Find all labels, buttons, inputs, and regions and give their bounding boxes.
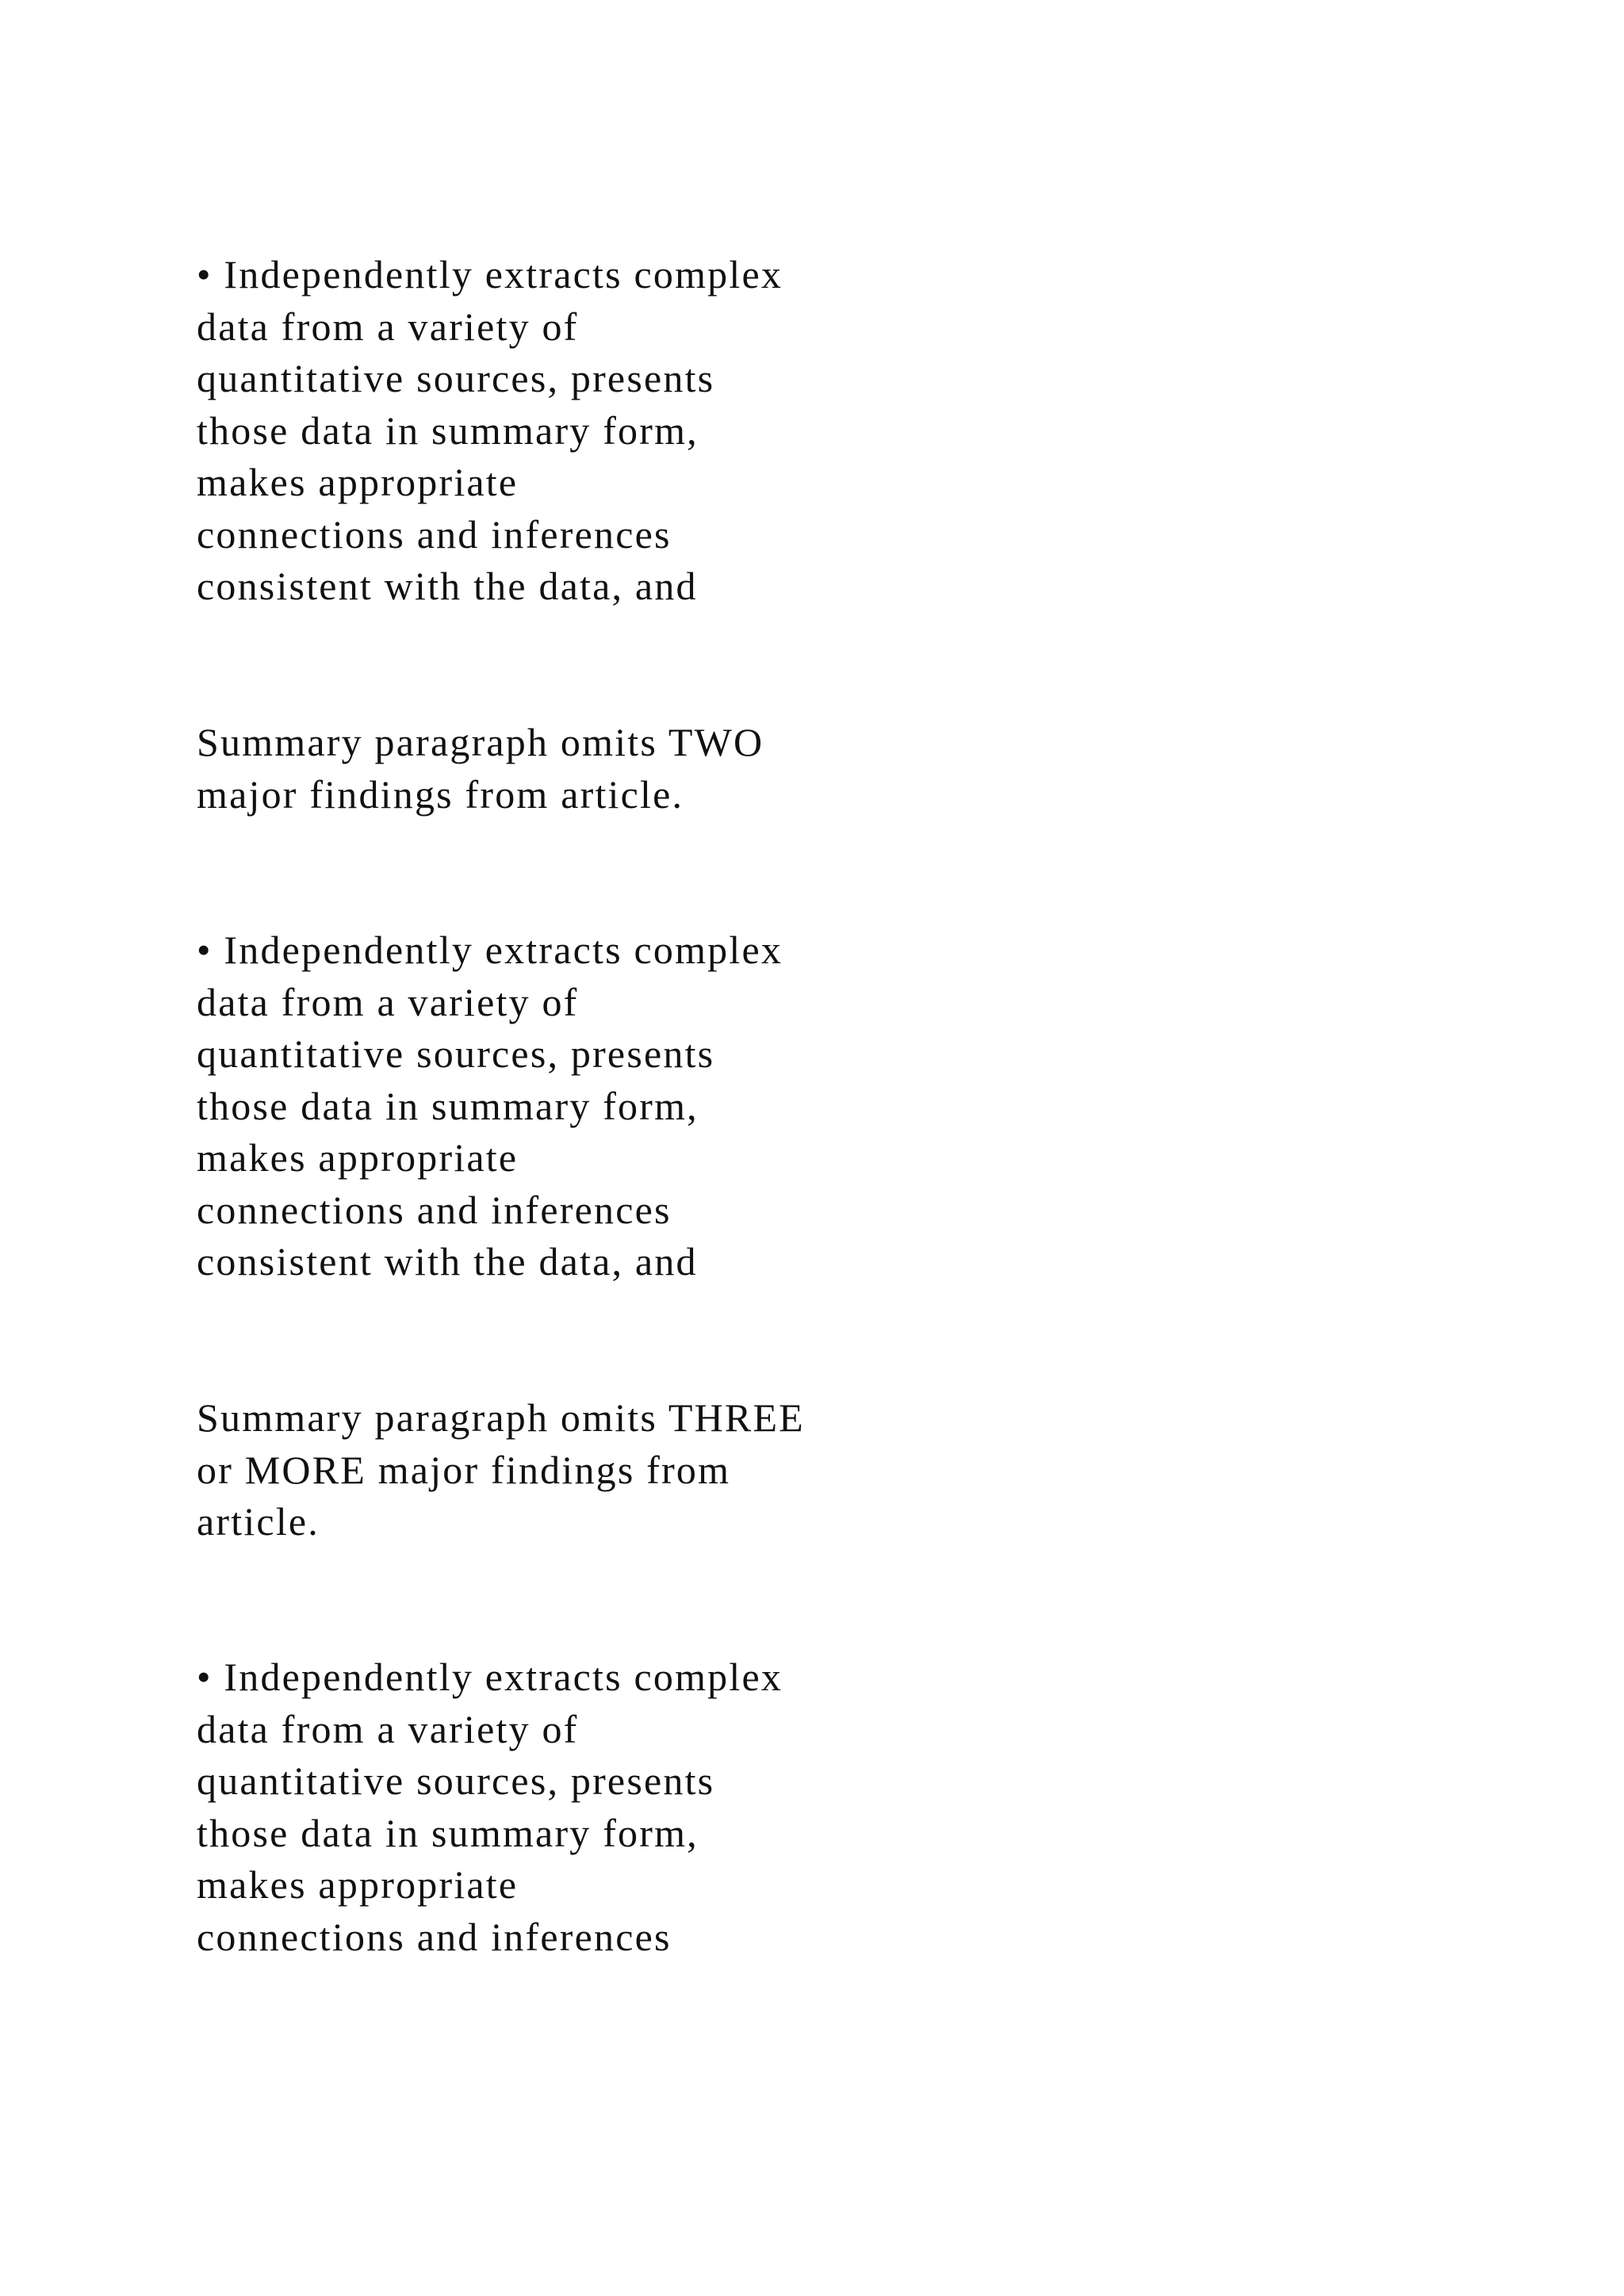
text-line: connections and inferences [197,511,672,557]
text-line: major findings from article. [197,771,684,817]
text-line: those data in summary form, [197,1810,699,1855]
summary-paragraph-2 [197,1392,1307,1548]
criteria-paragraph-2 [197,924,1307,1288]
text-line: consistent with the data, and [197,564,698,608]
text-line: quantitative sources, presents [197,356,715,400]
text-line: data from a variety of [197,979,579,1024]
criteria-paragraph-3 [197,1651,1307,1963]
text-line: connections and inferences [197,1187,672,1232]
text-line: • Independently extracts complex [197,928,783,972]
text-line: quantitative sources, presents [197,1758,715,1803]
text-line: Summary paragraph omits TWO [197,720,764,764]
text-line: quantitative sources, presents [197,1031,715,1076]
criteria-paragraph-1 [197,249,1307,613]
text-line: those data in summary form, [197,408,699,453]
text-line: Summary paragraph omits THREE [197,1395,805,1440]
text-line: data from a variety of [197,304,579,349]
text-line: • Independently extracts complex [197,1655,783,1699]
text-line: makes appropriate [197,1862,519,1907]
text-line: consistent with the data, and [197,1239,698,1284]
text-line: makes appropriate [197,1135,519,1180]
text-line: article. [197,1499,320,1544]
text-line: makes appropriate [197,460,519,504]
text-line: • Independently extracts complex [197,252,783,297]
text-line: or MORE major findings from [197,1447,731,1492]
text-line: connections and inferences [197,1914,672,1959]
summary-paragraph-1 [197,717,1307,821]
text-line: those data in summary form, [197,1083,699,1128]
text-line: data from a variety of [197,1706,579,1751]
